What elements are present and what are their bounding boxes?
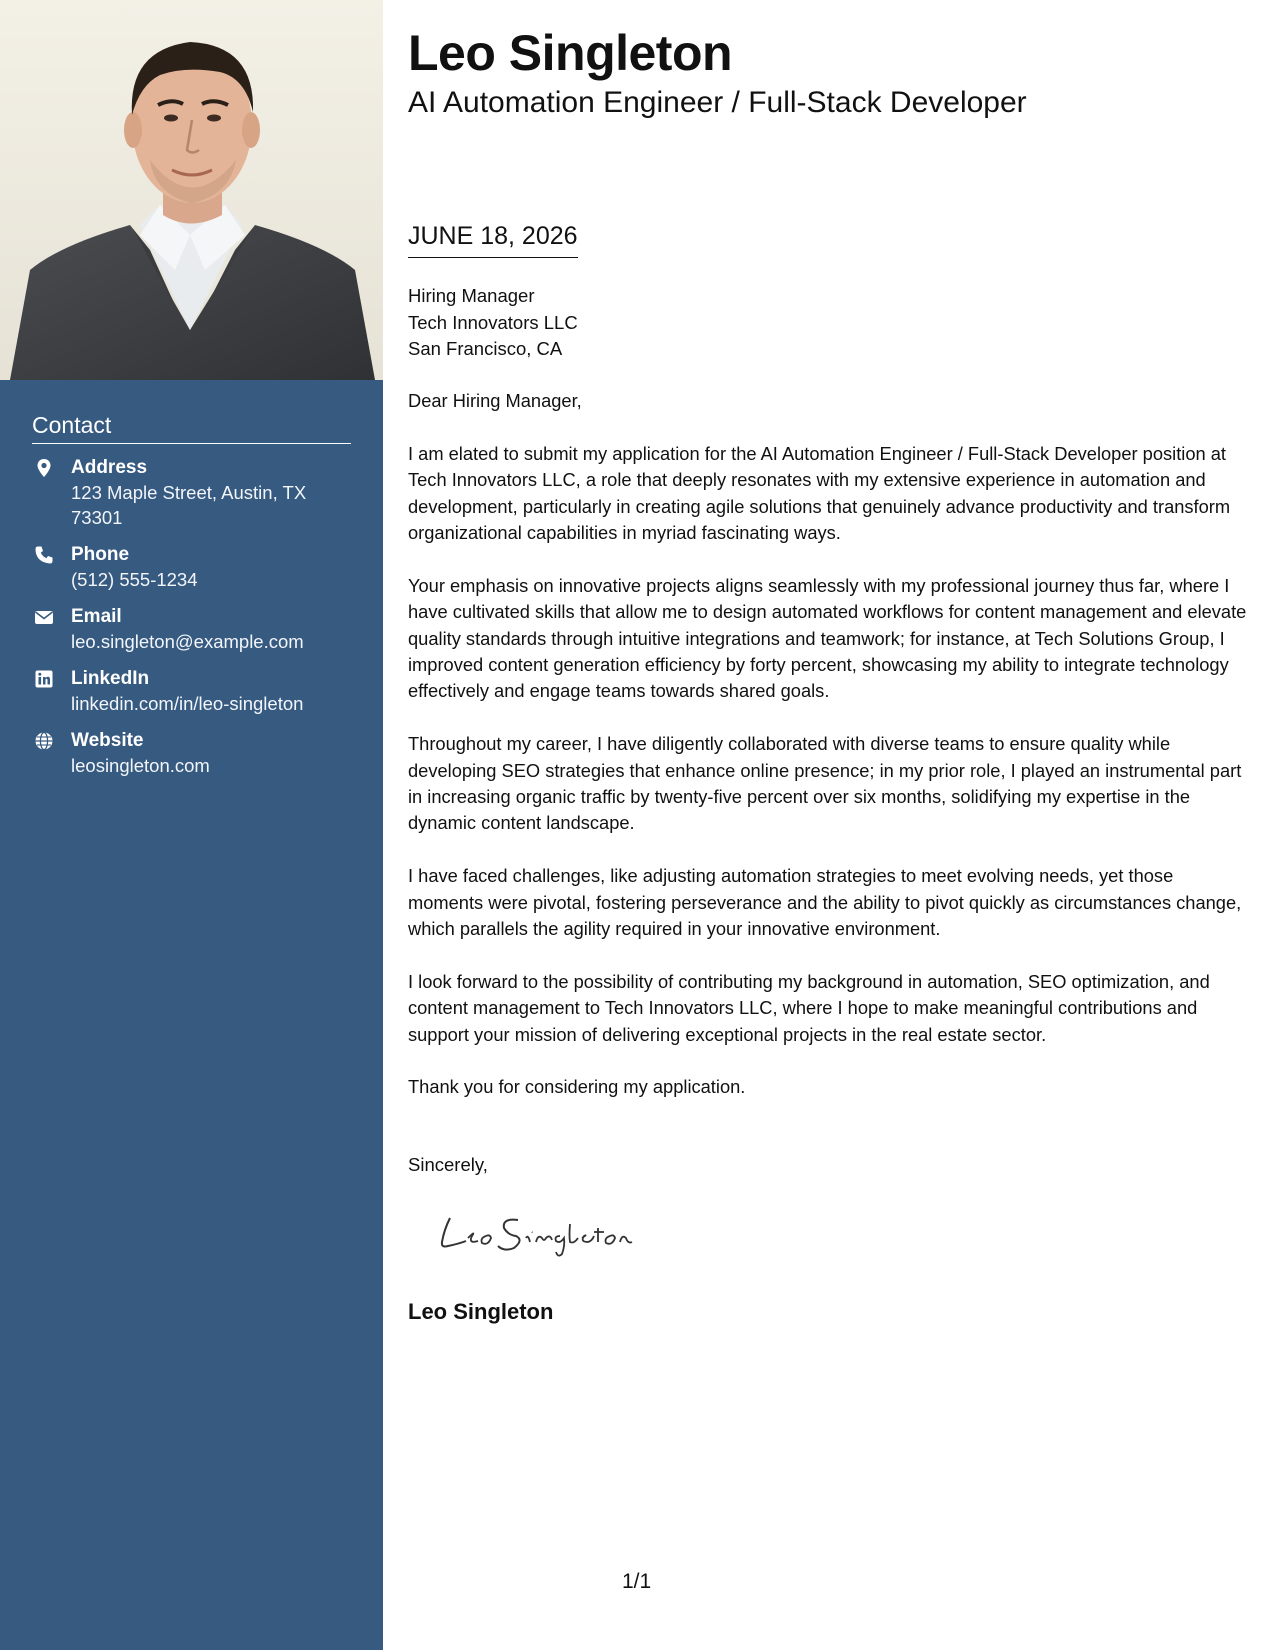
recipient-block [408, 283, 578, 363]
phone-value[interactable]: (512) 555-1234 [71, 569, 198, 590]
contact-section [32, 412, 351, 791]
linkedin-label: LinkedIn [71, 668, 150, 689]
letter-body [408, 388, 1253, 1127]
sidebar [0, 0, 383, 1650]
email-value[interactable]: leo.singleton@example.com [71, 631, 304, 652]
contact-linkedin [32, 667, 351, 716]
job-title: AI Automation Engineer / Full-Stack Developer [408, 86, 1027, 119]
body-paragraph: I am elated to submit my application for the AI Automation Engineer / Full-Stack Developer position at Tech Innovators LLC, a role that deeply resonates with my extensive experience in automation and development, particularly in creating agile solutions that genuinely advance productivity and transform organizational capabilities in myriad fascinating ways. [408, 442, 1231, 544]
contact-email [32, 605, 351, 654]
body-paragraph: I look forward to the possibility of contributing my background in automation, SEO optimization, and content management to Tech Innovators LLC, where I hope to make meaningful contributions and support your mission of delivering exceptional projects in the real estate sector. [408, 970, 1210, 1045]
body-paragraph: Your emphasis on innovative projects aligns seamlessly with my professional journey thus far, where I have cultivated skills that allow me to design automated workflows for content management and elevate quality standards through intuitive integrations and teamwork; for instance, at Tech Solutions Group, I improved content generation efficiency by forty percent, showcasing my ability to integrate technology effectively and engage teams towards shared goals. [408, 574, 1247, 702]
phone-icon [34, 545, 54, 565]
globe-icon [34, 731, 54, 751]
address-value: 123 Maple Street, Austin, TX 73301 [71, 482, 307, 528]
email-label: Email [71, 606, 122, 627]
profile-photo [0, 0, 383, 380]
letter-date: JUNE 18, 2026 [408, 222, 578, 258]
linkedin-icon [34, 669, 54, 689]
recipient-line: Tech Innovators LLC [408, 311, 578, 333]
page-number: 1/1 [622, 1570, 652, 1593]
address-label: Address [71, 457, 148, 478]
envelope-icon [34, 607, 54, 627]
contact-phone [32, 543, 351, 592]
handwritten-signature [436, 1208, 646, 1258]
header [408, 22, 1248, 122]
phone-label: Phone [71, 544, 130, 565]
recipient-line: San Francisco, CA [408, 338, 563, 359]
website-label: Website [71, 730, 144, 751]
salutation: Dear Hiring Manager, [408, 390, 582, 411]
map-pin-icon [34, 458, 54, 478]
contact-website [32, 729, 351, 778]
applicant-name: Leo Singleton [408, 25, 733, 81]
body-paragraph: Thank you for considering my application. [408, 1076, 746, 1098]
signer-name: Leo Singleton [408, 1299, 554, 1324]
recipient-line: Hiring Manager [408, 285, 535, 306]
linkedin-value[interactable]: linkedin.com/in/leo-singleton [71, 693, 304, 714]
body-paragraph: I have faced challenges, like adjusting automation strategies to meet evolving needs, yet those moments were pivotal, fostering perseverance and the ability to pivot quickly as circumstances change, which parallels the agility required in your innovative environment. [408, 865, 1242, 940]
body-paragraph: Throughout my career, I have diligently collaborated with diverse teams to ensure quality while developing SEO strategies that enhance online presence; in my prior role, I played an instrumental part in increasing organic traffic by twenty-five percent over six months, solidifying my expertise in the dynamic content landscape. [408, 733, 1242, 834]
contact-address [32, 456, 351, 530]
closing: Sincerely, [408, 1154, 488, 1175]
website-value[interactable]: leosingleton.com [71, 755, 210, 776]
contact-heading: Contact [32, 412, 351, 444]
